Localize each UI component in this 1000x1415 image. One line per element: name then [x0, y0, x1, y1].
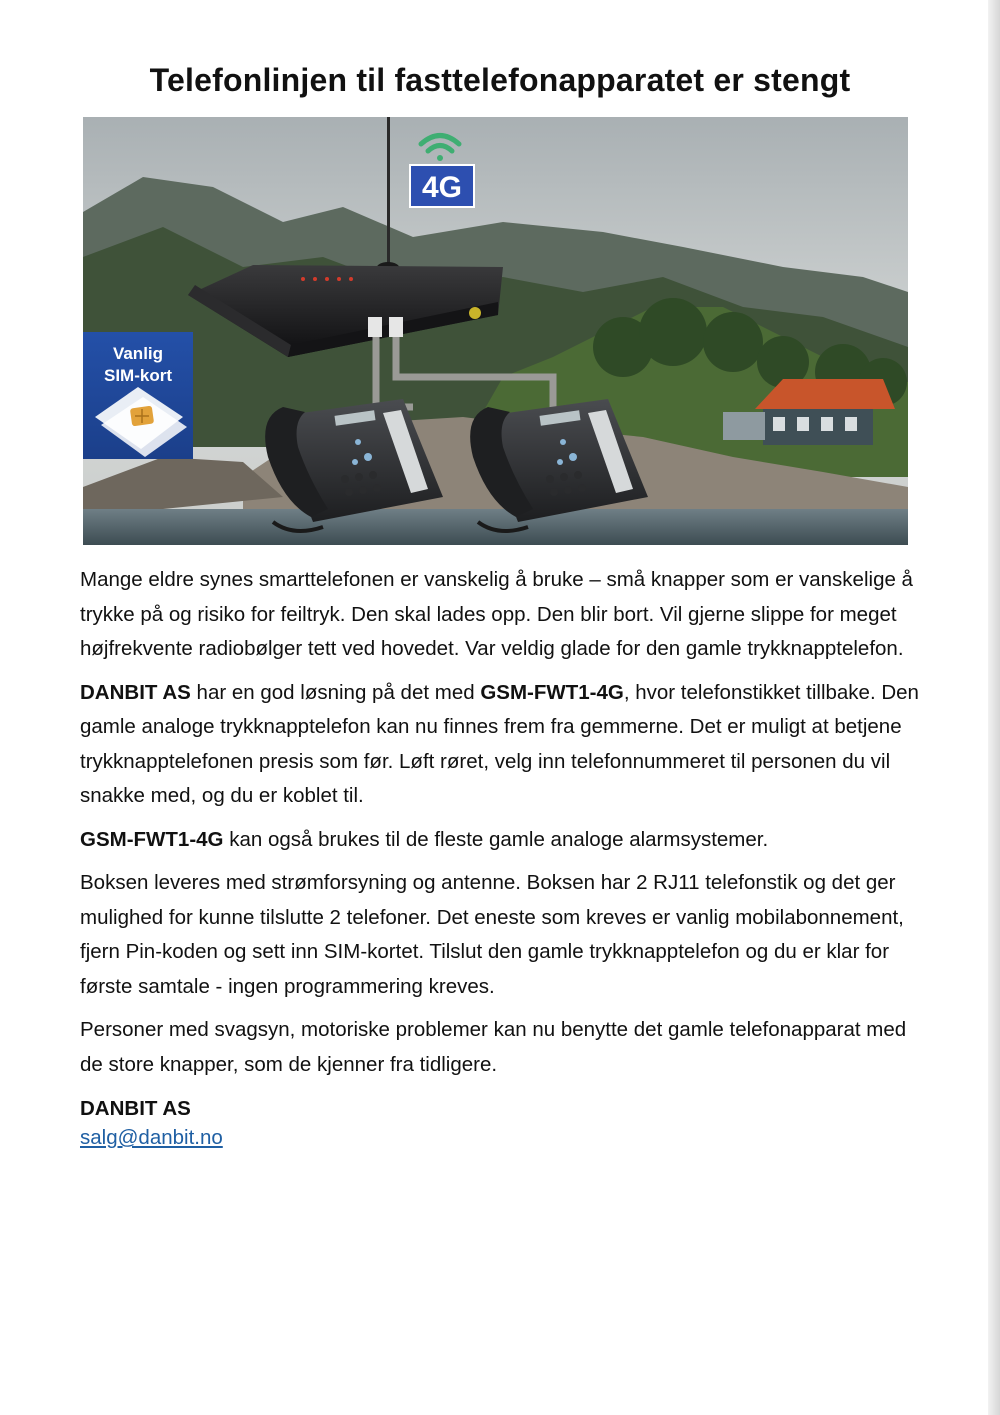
paragraph-accessibility: Personer med svagsyn, motoriske problemer kan nu benytte det gamle telefonapparat med de store knapper, som de kjenner fra tidligere. [80, 1018, 907, 1076]
paragraph-alarm-text: kan også brukes til de fleste gamle analoge alarmsystemer. [223, 827, 769, 851]
sim-label-line1: Vanlig [112, 344, 164, 363]
paragraph-box-contents: Boksen leveres med strømforsyning og antenne. Boksen har 2 RJ11 telefonstik og det ger mulighed for kunne tilslutte 2 telefoner. Det eneste som kreves er vanlig mobilabonnement, fjern Pin-koden og sett inn SIM-kortet. Tilslut den gamle trykknapptelefon og du er klar for første samtale - ingen programmering kreves. [80, 871, 904, 998]
email-link[interactable]: salg@danbit.no [80, 1126, 223, 1149]
paragraph-alarm [80, 823, 930, 858]
product-name-alarm: GSM-FWT1-4G [80, 827, 224, 851]
product-name: GSM-FWT1-4G [480, 680, 624, 704]
brand-name: DANBIT AS [80, 680, 191, 704]
sim-card-panel [83, 332, 193, 459]
hero-image [83, 117, 908, 545]
paragraph-solution [80, 676, 930, 814]
signature-company: DANBIT AS [80, 1097, 191, 1120]
paragraph-intro: Mange eldre synes smarttelefonen er vanskelig å bruke – små knapper som er vanskelige å trykke på og risiko for feiltryk. Den skal lades opp. Den blir bort. Vil gjerne slippe for meget højfrekvente radiobølger tett ved hovedet. Var veldig glade for den gamle trykknapptelefon. [80, 568, 913, 660]
sim-label-line2: SIM-kort [104, 366, 172, 385]
signature [80, 1094, 930, 1152]
paragraph-solution-text-a: har en god løsning på det med [190, 680, 481, 704]
page-title: Telefonlinjen til fasttelefonapparatet er stengt [149, 62, 851, 98]
4g-badge-label: 4G [421, 171, 463, 204]
paragraph-solution-text-b: , hvor telefonstikket tillbake. Den gamle analoge trykknapptelefon kan nu finnes frem fra gemmerne. Det er muligt at betjene trykknapptelefonen presis som før. Løft røret, velg inn telefonnummeret til personen du vil snakke med, og du er koblet til. [80, 680, 919, 807]
page-edge [988, 0, 1000, 1415]
article-body [80, 563, 930, 1152]
